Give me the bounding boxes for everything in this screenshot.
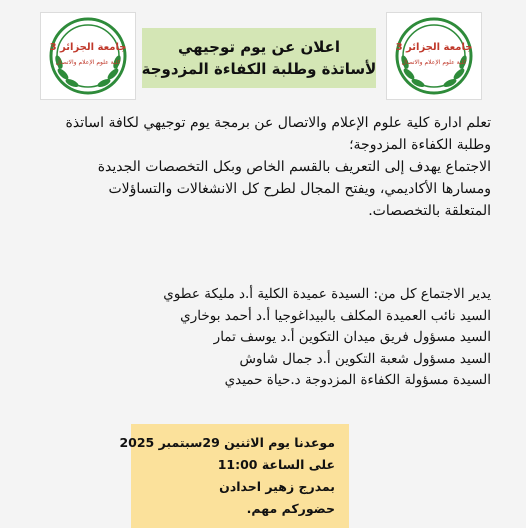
appointment-time: على الساعة 11:00 (217, 457, 335, 472)
university-logo-right (386, 12, 482, 100)
appointment-box (119, 424, 349, 528)
paragraph-line: الاجتماع يهدف إلى التعريف بالقسم الخاص وبكل التخصصات الجديدة (97, 159, 491, 175)
host-line: السيد مسؤول فريق ميدان التكوين أ.د يوسف تمار (213, 329, 491, 345)
host-line: يدير الاجتماع كل من: السيدة عميدة الكلية أ.د مليكة عطوي (163, 286, 491, 302)
university-emblem-icon (45, 16, 131, 96)
title-line-2: لأساتذة وطلبة الكفاءة المزدوجة (141, 60, 377, 78)
paragraph-line: ومسارها الأكاديمي، ويفتح المجال لطرح كل الانشغالات والتساؤلات (108, 181, 491, 197)
host-line: السيدة مسؤولة الكفاءة المزدوجة د.حياة حميدي (224, 372, 491, 388)
logo-line2: كلية علوم الإعلام والاتصال (401, 59, 467, 66)
paragraph-line: تعلم ادارة كلية علوم الإعلام والاتصال عن برمجة يوم توجيهي لكافة اساتذة (65, 115, 491, 131)
meeting-hosts-list (31, 284, 491, 392)
host-line: السيد مسؤول شعبة التكوين أ.د جمال شاوش (239, 350, 491, 367)
university-logo-left (40, 12, 136, 100)
title-line-1: اعلان عن يوم توجيهي (177, 38, 341, 56)
announcement-paragraph (31, 112, 491, 222)
appointment-venue: بمدرج زهير احدادن (219, 479, 335, 494)
appointment-date: موعدنا يوم الاثنين 29سبتمبر 2025 (119, 435, 335, 450)
paragraph-line: المتعلقة بالتخصصات. (368, 203, 491, 219)
logo-line1: جامعة الجزائر 3 (395, 42, 473, 53)
university-emblem-icon (391, 16, 477, 96)
appointment-note: حضوركم مهم. (246, 501, 335, 516)
logo-line2: كلية علوم الإعلام والاتصال (55, 59, 121, 66)
paragraph-line: وطلبة الكفاءة المزدوجة؛ (349, 137, 491, 153)
announcement-title (142, 28, 376, 88)
logo-line1: جامعة الجزائر 3 (49, 42, 127, 53)
host-line: السيد نائب العميدة المكلف بالبيداغوجيا أ.د أحمد بوخاري (180, 307, 491, 324)
